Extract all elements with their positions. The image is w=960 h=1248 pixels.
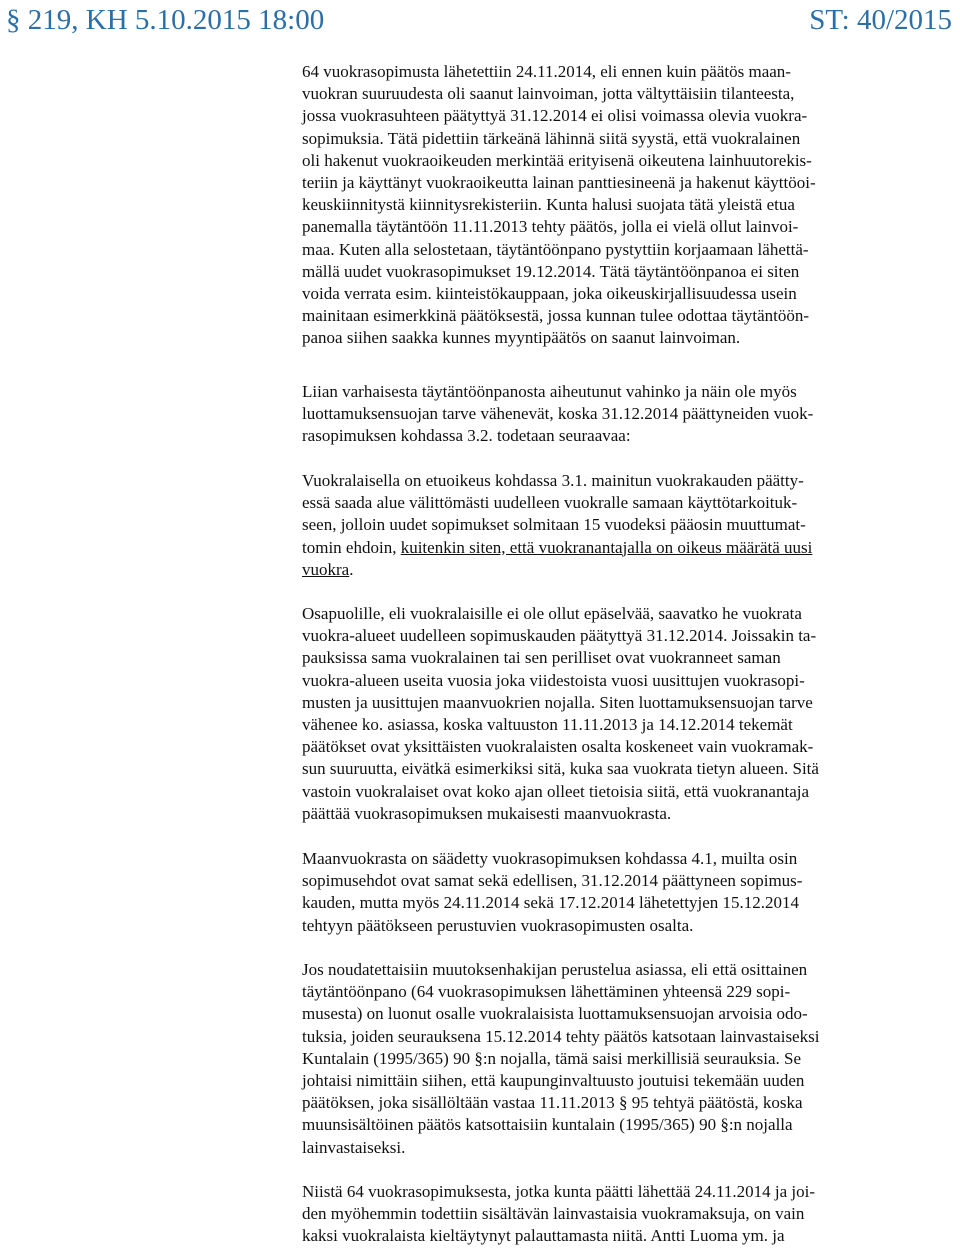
text-line — [302, 1070, 804, 1092]
line-text: maa. Kuten alla selostetaan, täytäntöönpano pystyttiin korjaamaan lähettä- — [302, 239, 809, 259]
line-text: den myöhemmin todettiin sisältävän lainvastaisia vuokramaksuja, on vain — [302, 1204, 805, 1224]
line-text: kaksi vuokralaista kieltäytynyt palauttamasta niitä. Antti Luoma ym. ja — [302, 1226, 785, 1246]
text-line — [302, 892, 799, 914]
line-text: keuskiinnitystä kiinnitysrekisteriin. Kunta halusi suojata tätä yleistä etua — [302, 195, 795, 215]
text-line — [302, 559, 353, 581]
line-text: tomin ehdoin, — [302, 537, 401, 557]
line-text: sopimusehdot ovat samat sekä edellisen, 31.12.2014 päättyneen sopimus- — [302, 871, 803, 891]
text-line — [302, 848, 797, 870]
text-line — [302, 305, 809, 327]
line-text: mällä uudet vuokrasopimukset 19.12.2014. Tätä täytäntöönpanoa ei siten — [302, 261, 800, 281]
text-line — [302, 537, 812, 559]
line-text: teriin ja käyttänyt vuokraoikeutta lainan panttiesineenä ja hakenut käyttöoi- — [302, 173, 816, 192]
text-line — [302, 692, 813, 714]
text-line — [302, 492, 797, 514]
underlined-text: vuokra — [302, 559, 350, 579]
text-line — [302, 1092, 803, 1114]
text-line — [302, 758, 819, 780]
line-text: vuokra-alueen useita vuosia joka viidestoista vuosi uusittujen vuokrasopi- — [302, 670, 805, 690]
line-text: jossa vuokrasuhteen päätyttyä 31.12.2014 ei olisi voimassa olevia vuokra- — [302, 106, 808, 126]
text-line — [302, 981, 790, 1003]
line-text: Vuokralaisella on etuoikeus kohdassa 3.1. mainitun vuokrakauden päätty- — [302, 471, 804, 490]
line-text: rasopimuksen kohdassa 3.2. todetaan seuraavaa: — [302, 426, 631, 446]
text-line — [302, 1114, 793, 1136]
text-line — [302, 714, 793, 736]
text-line — [302, 327, 740, 349]
text-line — [302, 239, 809, 261]
text-line — [302, 261, 799, 283]
text-line — [302, 128, 800, 150]
line-text: täytäntöönpano (64 vuokrasopimuksen lähettäminen yhteensä 229 sopi- — [302, 982, 791, 1002]
line-text: päättää vuokrasopimuksen mukaisesti maanvuokrasta. — [302, 803, 672, 823]
line-text: Maanvuokrasta on säädetty vuokrasopimuksen kohdassa 4.1, muilta osin — [302, 849, 798, 868]
text-line — [302, 1181, 815, 1203]
document-number: ST: 40/2015 — [809, 4, 952, 36]
text-line — [302, 625, 816, 647]
line-text: Osapuolille, eli vuokralaisille ei ole ollut epäselvää, saavatko he vuokrata — [302, 604, 802, 623]
text-line — [302, 150, 812, 172]
text-line — [302, 425, 631, 447]
text-line — [302, 647, 781, 669]
line-text: päätökset ovat yksittäisten vuokralaisten osalta koskeneet vain vuokramak- — [302, 737, 814, 757]
text-line — [302, 736, 813, 758]
line-text: Kuntalain (1995/365) 90 §:n nojalla, tämä saisi merkillisiä seurauksia. Se — [302, 1048, 802, 1068]
text-line — [302, 781, 809, 803]
line-text: vuokran suuruudesta oli saanut lainvoiman, jotta vältyttäisiin tilanteesta, — [302, 84, 795, 104]
text-line — [302, 1225, 785, 1247]
text-line — [302, 803, 671, 825]
text-line — [302, 403, 813, 425]
text-line — [302, 216, 798, 238]
line-text: muunsisältöinen päätös katsottaisiin kuntalain (1995/365) 90 §:n nojalla — [302, 1115, 793, 1135]
page-header — [6, 4, 952, 44]
text-line — [302, 1203, 804, 1225]
text-line — [302, 470, 804, 492]
text-line — [302, 61, 791, 83]
line-text: päätöksen, joka sisällöltään vastaa 11.11.2013 § 95 tehtyä päätöstä, koska — [302, 1093, 803, 1113]
section-reference: § 219, KH 5.10.2015 18:00 — [6, 4, 325, 36]
line-text: vuokra-alueet uudelleen sopimuskauden päätyttyä 31.12.2014. Joissakin ta- — [302, 626, 817, 646]
line-text: vastoin vuokralaiset ovat koko ajan olleet tietoisia siitä, että vuokranantaja — [302, 781, 810, 801]
underlined-text: kuitenkin siten, että vuokranantajalla on oikeus määrätä uusi — [400, 537, 813, 557]
line-text: tuksia, joiden seurauksena 15.12.2014 tehty päätös katsotaan lainvastaiseksi — [302, 1026, 820, 1046]
text-line — [302, 1003, 808, 1025]
line-text: kauden, mutta myös 24.11.2014 sekä 17.12.2014 lähetettyjen 15.12.2014 — [302, 893, 800, 913]
line-text: luottamuksensuojan tarve vähenevät, koska 31.12.2014 päättyneiden vuok- — [302, 404, 814, 424]
line-text: tehtyyn päätökseen perustuvien vuokrasopimusten osalta. — [302, 915, 694, 935]
line-text: vähenee ko. asiassa, koska valtuuston 11.11.2013 ja 14.12.2014 tekemät — [302, 715, 793, 734]
line-text: lainvastaiseksi. — [302, 1137, 406, 1157]
text-line — [302, 870, 802, 892]
line-text: 64 vuokrasopimusta lähetettiin 24.11.2014, eli ennen kuin päätös maan- — [302, 62, 791, 81]
line-text: Liian varhaisesta täytäntöönpanosta aiheutunut vahinko ja näin ole myös — [302, 382, 797, 401]
line-text: musesta) on luonut osalle vuokralaisista luottamuksensuojan arvoisia odo- — [302, 1004, 808, 1024]
text-line — [302, 283, 797, 305]
line-text: seen, jolloin uudet sopimukset solmitaan 15 vuodeksi pääosin muuttumat- — [302, 515, 806, 535]
text-line — [302, 1026, 819, 1048]
text-line — [302, 915, 693, 937]
line-text: essä saada alue välittömästi uudelleen vuokralle samaan käyttötarkoituk- — [302, 493, 798, 513]
text-line — [302, 83, 794, 105]
text-line — [302, 603, 802, 625]
text-line — [302, 670, 805, 692]
text-line — [302, 1137, 405, 1159]
text-line — [302, 514, 806, 536]
line-text: voida verrata esim. kiinteistökauppaan, joka oikeuskirjallisuudessa usein — [302, 284, 797, 303]
line-text: sun suuruutta, eivätkä esimerkiksi sitä, kuka saa vuokrata tietyn alueen. Sitä — [302, 759, 819, 779]
text-line — [302, 1048, 801, 1070]
line-text: Jos noudatettaisiin muutoksenhakijan perustelua asiassa, eli että osittainen — [302, 960, 808, 979]
text-line — [302, 959, 807, 981]
line-text: . — [349, 559, 354, 579]
line-text: sopimuksia. Tätä pidettiin tärkeänä lähinnä siitä syystä, että vuokralainen — [302, 128, 801, 148]
text-line — [302, 194, 795, 216]
line-text: johtaisi nimittäin siihen, että kaupunginvaltuusto joutuisi tekemään uuden — [302, 1071, 805, 1090]
line-text: panoa siihen saakka kunnes myyntipäätös on saanut lainvoiman. — [302, 328, 741, 348]
line-text: Niistä 64 vuokrasopimuksesta, jotka kunta päätti lähettää 24.11.2014 ja joi- — [302, 1182, 816, 1201]
line-text: pauksissa sama vuokralainen tai sen perilliset ovat vuokranneet saman — [302, 648, 781, 668]
line-text: musten ja uusittujen maanvuokrien nojalla. Siten luottamuksensuojan tarve — [302, 692, 813, 712]
text-line — [302, 172, 816, 194]
text-line — [302, 381, 797, 403]
text-line — [302, 105, 807, 127]
line-text: panemalla täytäntöön 11.11.2013 tehty päätös, jolla ei vielä ollut lainvoi- — [302, 217, 799, 237]
line-text: oli hakenut vuokraoikeuden merkintää erityisenä oikeutena lainhuutorekis- — [302, 150, 812, 170]
line-text: mainitaan esimerkkinä päätöksestä, jossa kunnan tulee odottaa täytäntöön- — [302, 306, 810, 326]
